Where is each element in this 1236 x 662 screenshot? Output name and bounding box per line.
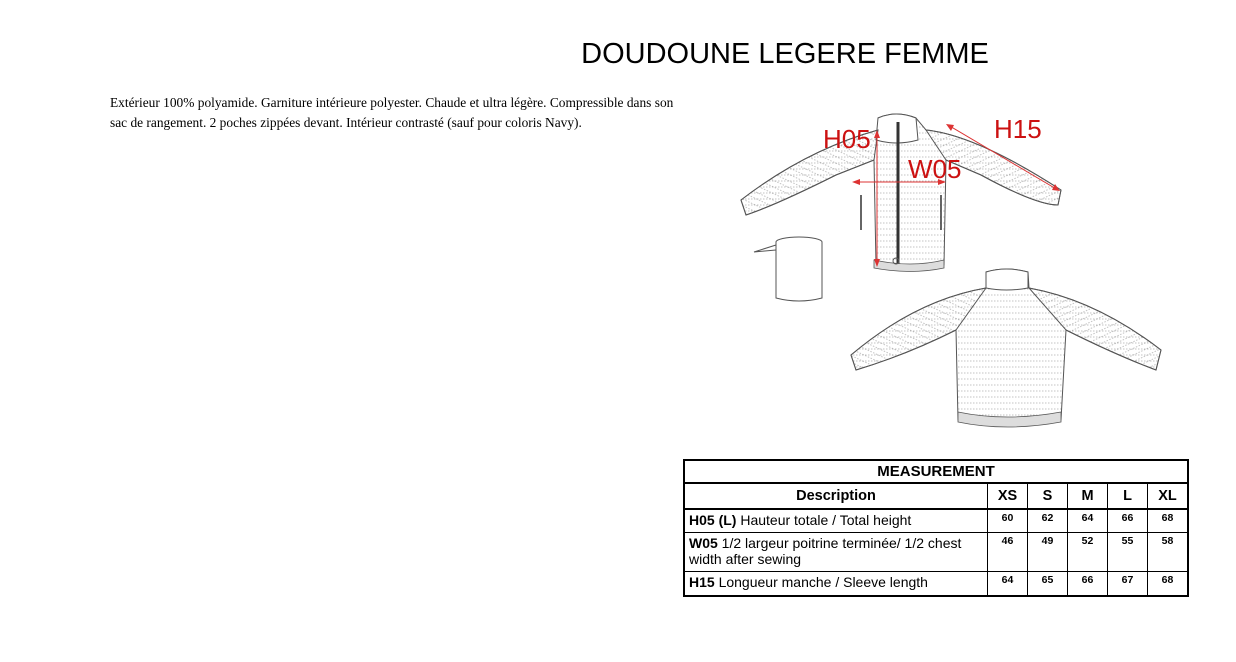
measurement-table-container <box>683 459 1189 597</box>
row-description <box>684 572 988 597</box>
row-code: W05 <box>689 535 718 551</box>
cell-value: 65 <box>1028 572 1068 597</box>
storage-bag <box>754 237 822 301</box>
cell-value: 64 <box>1068 509 1108 533</box>
page-title <box>0 38 1160 71</box>
row-description <box>684 533 988 572</box>
size-header-s: S <box>1028 483 1068 509</box>
table-row <box>684 533 1188 572</box>
cell-value: 58 <box>1148 533 1189 572</box>
label-h15: H15 <box>994 114 1042 144</box>
cell-value: 68 <box>1148 509 1189 533</box>
size-header-xs: XS <box>988 483 1028 509</box>
row-code: H15 <box>689 574 715 590</box>
label-h05: H05 <box>823 124 871 154</box>
row-description <box>684 509 988 533</box>
table-row <box>684 509 1188 533</box>
jacket-technical-drawing <box>736 100 1176 435</box>
product-description: Extérieur 100% polyamide. Garniture intérieure polyester. Chaude et ultra légère. Compressible dans son sac de rangement. 2 poches zippées devant. Intérieur contrasté (sauf pour coloris Navy). <box>110 95 674 130</box>
cell-value: 62 <box>1028 509 1068 533</box>
cell-value: 60 <box>988 509 1028 533</box>
row-label: 1/2 largeur poitrine terminée/ 1/2 chest width after sewing <box>689 535 962 567</box>
back-jacket <box>851 269 1161 427</box>
cell-value: 52 <box>1068 533 1108 572</box>
row-code: H05 (L) <box>689 512 737 528</box>
size-header-l: L <box>1108 483 1148 509</box>
cell-value: 68 <box>1148 572 1189 597</box>
table-row <box>684 572 1188 597</box>
size-header-xl: XL <box>1148 483 1189 509</box>
measurement-table <box>683 459 1189 597</box>
cell-value: 55 <box>1108 533 1148 572</box>
cell-value: 49 <box>1028 533 1068 572</box>
label-w05: W05 <box>908 154 962 184</box>
description-header: Description <box>684 483 988 509</box>
row-label: Hauteur totale / Total height <box>736 512 912 528</box>
cell-value: 66 <box>1108 509 1148 533</box>
cell-value: 64 <box>988 572 1028 597</box>
cell-value: 46 <box>988 533 1028 572</box>
cell-value: 67 <box>1108 572 1148 597</box>
cell-value: 66 <box>1068 572 1108 597</box>
row-label: Longueur manche / Sleeve length <box>714 574 928 590</box>
table-heading: MEASUREMENT <box>684 460 1188 483</box>
page-title-text: DOUDOUNE LEGERE FEMME <box>581 38 989 70</box>
size-header-m: M <box>1068 483 1108 509</box>
